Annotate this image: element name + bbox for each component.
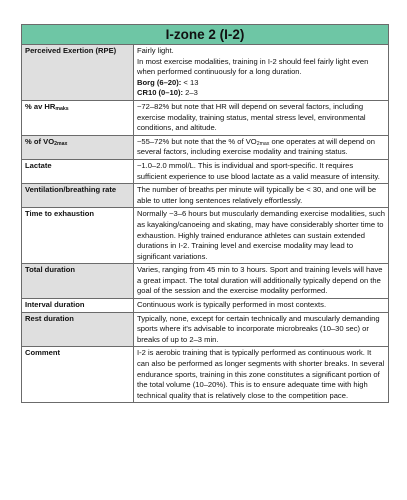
rpe-description: In most exercise modalities, training in I-2 should feel fairly light even when performed continuously for a long duration. <box>137 56 369 77</box>
table-header-row <box>22 25 389 45</box>
vo2-text-after: one operates at will depend on several factors, including exercise modality and training status. <box>137 136 375 157</box>
row-label-lactate: Lactate <box>22 159 134 183</box>
row-label-vo2 <box>22 135 134 159</box>
table-row <box>22 208 389 264</box>
row-label-rpe: Perceived Exertion (RPE) <box>22 45 134 101</box>
table-title: I-zone 2 (I-2) <box>22 25 389 45</box>
row-value-ventilation: The number of breaths per minute will typically be < 30, and one will be able to utter long sentences relatively effortlessly. <box>134 184 389 208</box>
row-value-hr: ~72–82% but note that HR will depend on several factors, including exercise modality, training status, mental stress level, environmental conditions, and altitude. <box>134 100 389 135</box>
row-value-lactate: ~1.0–2.0 mmol/L. This is individual and sport-specific. It requires sufficient experience to use blood lactate as a valid measure of intensity. <box>134 159 389 183</box>
borg-value: < 13 <box>181 77 199 87</box>
row-value-exhaustion: Normally ~3–6 hours but muscularly demanding exercise modalities, such as kayaking/canoeing and skating, may have considerably shorter time to exhaustion. Highly trained endurance athletes can sustain extended durations in I-2. Training level and exercise modality may lead to significant variations. <box>134 208 389 264</box>
row-label-total: Total duration <box>22 264 134 299</box>
hr-label-sub: maks <box>55 105 69 112</box>
table-row <box>22 347 389 403</box>
table-row <box>22 312 389 347</box>
vo2-label-sub: 2max <box>54 140 68 147</box>
table-row <box>22 299 389 313</box>
rpe-summary: Fairly light. <box>137 46 174 55</box>
row-label-interval: Interval duration <box>22 299 134 313</box>
table-row <box>22 45 389 101</box>
vo2-text-before: ~55–72% but note that the % of VO <box>137 136 257 146</box>
row-label-rest: Rest duration <box>22 312 134 347</box>
vo2-text-sub: 2max <box>256 140 270 147</box>
row-label-comment: Comment <box>22 347 134 403</box>
vo2-label-main: % of VO <box>25 136 55 146</box>
cr10-value: 2–3 <box>183 88 198 98</box>
intensity-zone-table <box>21 24 389 403</box>
row-value-total: Varies, ranging from 45 min to 3 hours. Sport and training levels will have a great impact. The total duration will additionally typically depend on the goal of the session and the exercise modality performed. <box>134 264 389 299</box>
cr10-label: CR10 (0–10): <box>137 88 184 98</box>
row-label-exhaustion: Time to exhaustion <box>22 208 134 264</box>
row-label-hr <box>22 100 134 135</box>
borg-label: Borg (6–20): <box>137 77 182 87</box>
table-row <box>22 135 389 159</box>
rpe-cr10 <box>137 88 385 99</box>
row-label-ventilation: Ventilation/breathing rate <box>22 184 134 208</box>
table-row <box>22 159 389 183</box>
row-value-rest: Typically, none, except for certain technically and muscularly demanding sports where it's advisable to incorporate microbreaks (10–30 sec) or breaks of up to 2–3 min. <box>134 312 389 347</box>
table-row <box>22 184 389 208</box>
hr-label-main: % av HR <box>25 101 56 111</box>
row-value-vo2 <box>134 135 389 159</box>
row-value-rpe <box>134 45 389 101</box>
rpe-borg <box>137 78 385 89</box>
table-row <box>22 100 389 135</box>
table-row <box>22 264 389 299</box>
row-value-comment: I-2 is aerobic training that is typically performed as continuous work. It can also be performed as longer segments with shorter breaks. In several endurance sports, training in this zone constitutes a significant portion of the total volume (10–20%). This is to ensure adequate time with high technical quality that is relatively close to the competition pace. <box>134 347 389 403</box>
row-value-interval: Continuous work is typically performed in most contexts. <box>134 299 389 313</box>
